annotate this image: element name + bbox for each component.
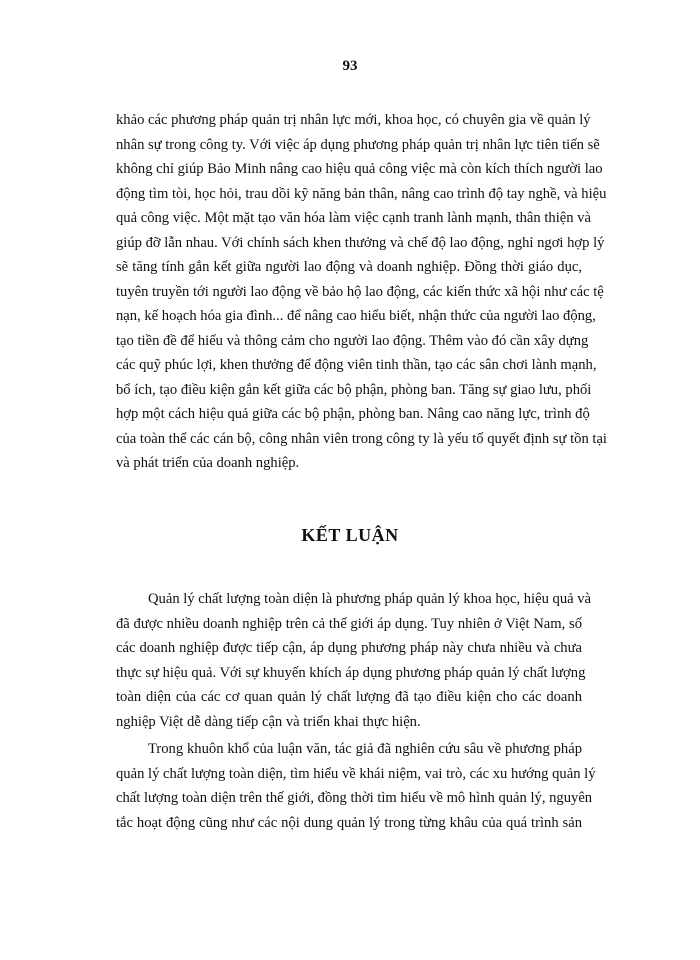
- text-line: thực sự hiệu quả. Với sự khuyến khích áp dụng phương pháp quản lý chất lượng: [116, 664, 586, 681]
- text-line: nạn, kế hoạch hóa gia đình... để nâng cao hiểu biết, nhận thức của người lao động,: [116, 308, 596, 324]
- text-line: nghiệp Việt dễ dàng tiếp cận và triển khai thực hiện.: [116, 713, 421, 730]
- text-line: các quỹ phúc lợi, khen thưởng để động viên tinh thần, tạo các sân chơi lành mạnh,: [116, 357, 597, 373]
- text-line: toàn diện của các cơ quan quản lý chất lượng đã tạo điều kiện cho các doanh: [116, 689, 582, 705]
- text-line: giúp đỡ lẫn nhau. Với chính sách khen thưởng và chế độ lao động, nghỉ ngơi hợp lý: [116, 234, 605, 251]
- text-line: Quản lý chất lượng toàn diện là phương pháp quản lý khoa học, hiệu quả và: [148, 591, 592, 607]
- text-line: quản lý chất lượng toàn diện, tìm hiểu về khái niệm, vai trò, các xu hướng quản lý: [116, 765, 596, 782]
- text-line: hợp một cách hiệu quả giữa các bộ phận, phòng ban. Nâng cao năng lực, trình độ: [116, 406, 590, 422]
- text-line: tạo tiền đề để hiểu và thông cảm cho người lao động. Thêm vào đó cần xây dựng: [116, 332, 589, 349]
- text-line: chất lượng toàn diện trên thế giới, đồng thời tìm hiểu về mô hình quản lý, nguyên: [116, 790, 593, 806]
- paragraph-conclusion-intro: [116, 587, 592, 734]
- text-line: của toàn thể các cán bộ, công nhân viên trong công ty là yếu tố quyết định sự tồn tại: [116, 430, 607, 447]
- text-line: nhân sự trong công ty. Với việc áp dụng phương pháp quản trị nhân lực tiên tiến sẽ: [116, 136, 600, 153]
- text-line: Trong khuôn khổ của luận văn, tác giả đã nghiên cứu sâu về phương pháp: [148, 741, 582, 757]
- paragraph-hr-management: [116, 108, 607, 476]
- text-line: tắc hoạt động cũng như các nội dung quản lý trong từng khâu của quá trình sản: [116, 814, 582, 831]
- text-line: quả công việc. Một mặt tạo văn hóa làm việc cạnh tranh lành mạnh, thân thiện và: [116, 210, 591, 226]
- section-heading-conclusion: KẾT LUẬN: [301, 525, 399, 545]
- page-number: 93: [342, 58, 358, 74]
- paragraph-thesis-scope: [116, 737, 596, 835]
- text-line: các doanh nghiệp được tiếp cận, áp dụng phương pháp này chưa nhiều và chưa: [116, 640, 582, 656]
- text-line: sẽ tăng tính gắn kết giữa người lao động và doanh nghiệp. Đồng thời giáo dục,: [116, 259, 582, 275]
- text-line: đã được nhiều doanh nghiệp trên cả thế giới áp dụng. Tuy nhiên ở Việt Nam, số: [116, 615, 582, 632]
- text-line: không chỉ giúp Bảo Minh nâng cao hiệu quả công việc mà còn kích thích người lao: [116, 161, 603, 177]
- text-line: động tìm tòi, học hỏi, trau dồi kỹ năng bản thân, nâng cao trình độ tay nghề, và hiệu: [116, 185, 607, 202]
- text-line: bổ ích, tạo điều kiện gắn kết giữa các bộ phận, phòng ban. Tăng sự giao lưu, phối: [116, 381, 592, 398]
- text-line: và phát triển của doanh nghiệp.: [116, 455, 300, 471]
- text-line: tuyên truyền tới người lao động về bảo hộ lao động, các kiến thức xã hội như các tệ: [116, 283, 604, 300]
- text-line: khảo các phương pháp quản trị nhân lực mới, khoa học, có chuyên gia về quản lý: [116, 112, 591, 128]
